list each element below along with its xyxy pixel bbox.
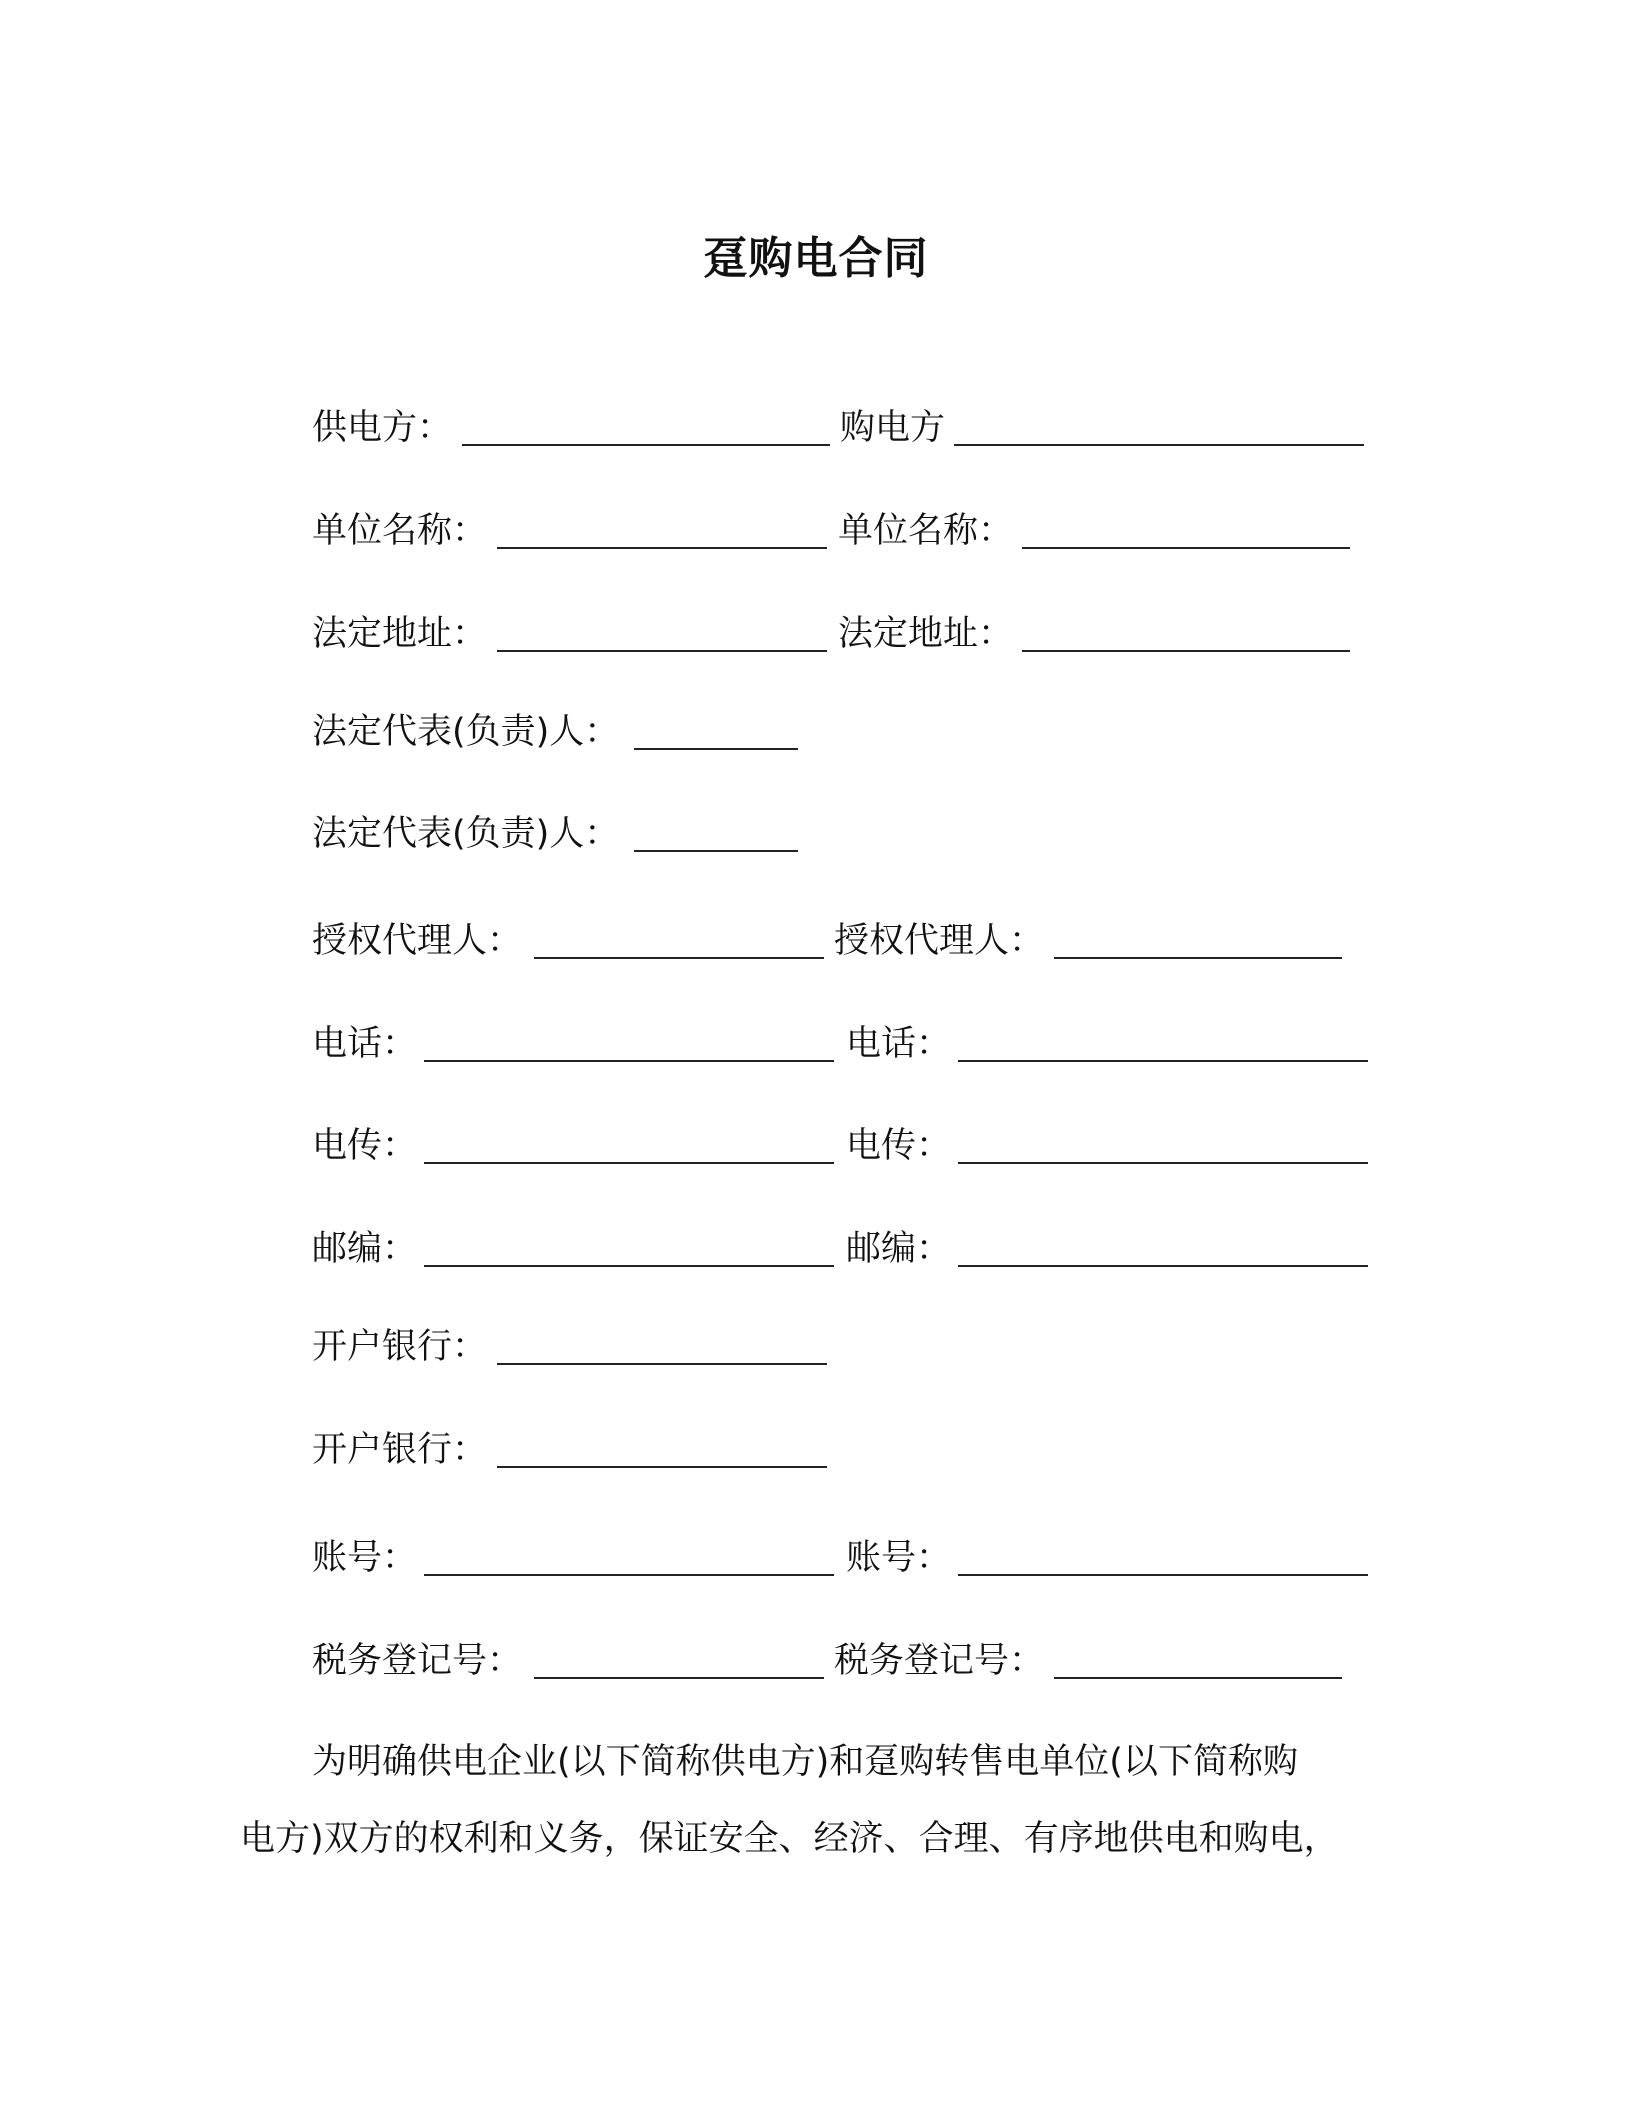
supplier-blank-line[interactable] [462, 444, 830, 446]
buyer-telex-line[interactable] [958, 1162, 1368, 1164]
buyer-unit-name-line[interactable] [1022, 547, 1350, 549]
supplier-postcode-line[interactable] [424, 1265, 834, 1267]
supplier-unit-name-label: 单位名称： [312, 511, 488, 551]
buyer-postcode-label: 邮编： [846, 1229, 952, 1269]
supplier-agent-line[interactable] [534, 957, 824, 959]
legal-rep-line-2[interactable] [634, 850, 798, 852]
bank-label-1: 开户银行： [312, 1327, 488, 1367]
buyer-blank-line[interactable] [954, 444, 1364, 446]
supplier-unit-name-line[interactable] [497, 547, 827, 549]
buyer-postcode-line[interactable] [958, 1265, 1368, 1267]
buyer-label: 购电方 [840, 408, 946, 448]
buyer-legal-address-line[interactable] [1022, 650, 1350, 652]
supplier-legal-address-label: 法定地址： [312, 614, 488, 654]
legal-rep-label-1: 法定代表(负责)人： [312, 712, 620, 752]
supplier-legal-address-line[interactable] [497, 650, 827, 652]
supplier-tax-id-label: 税务登记号： [312, 1641, 523, 1681]
buyer-telex-label: 电传： [846, 1126, 952, 1166]
supplier-agent-label: 授权代理人： [312, 921, 523, 961]
supplier-phone-line[interactable] [424, 1060, 834, 1062]
supplier-postcode-label: 邮编： [312, 1229, 418, 1269]
paragraph-line-1: 为明确供电企业(以下简称供电方)和趸购转售电单位(以下简称购 [312, 1742, 1298, 1782]
buyer-unit-name-label: 单位名称： [838, 511, 1014, 551]
supplier-account-label: 账号： [312, 1538, 418, 1578]
buyer-account-label: 账号： [846, 1538, 952, 1578]
legal-rep-line-1[interactable] [634, 748, 798, 750]
buyer-account-line[interactable] [958, 1574, 1368, 1576]
buyer-legal-address-label: 法定地址： [838, 614, 1014, 654]
paragraph-line-2: 电方)双方的权利和义务，保证安全、经济、合理、有序地供电和购电， [240, 1819, 1339, 1859]
supplier-account-line[interactable] [424, 1574, 834, 1576]
bank-label-2: 开户银行： [312, 1430, 488, 1470]
buyer-agent-line[interactable] [1054, 957, 1342, 959]
supplier-label: 供电方： [312, 408, 453, 448]
legal-rep-label-2: 法定代表(负责)人： [312, 814, 620, 854]
buyer-tax-id-label: 税务登记号： [834, 1641, 1045, 1681]
bank-line-1[interactable] [497, 1363, 827, 1365]
buyer-phone-label: 电话： [846, 1024, 952, 1064]
supplier-tax-id-line[interactable] [534, 1677, 824, 1679]
document-title: 趸购电合同 [703, 233, 929, 284]
buyer-tax-id-line[interactable] [1054, 1677, 1342, 1679]
supplier-phone-label: 电话： [312, 1024, 418, 1064]
supplier-telex-line[interactable] [424, 1162, 834, 1164]
supplier-telex-label: 电传： [312, 1126, 418, 1166]
buyer-agent-label: 授权代理人： [834, 921, 1045, 961]
buyer-phone-line[interactable] [958, 1060, 1368, 1062]
bank-line-2[interactable] [497, 1466, 827, 1468]
